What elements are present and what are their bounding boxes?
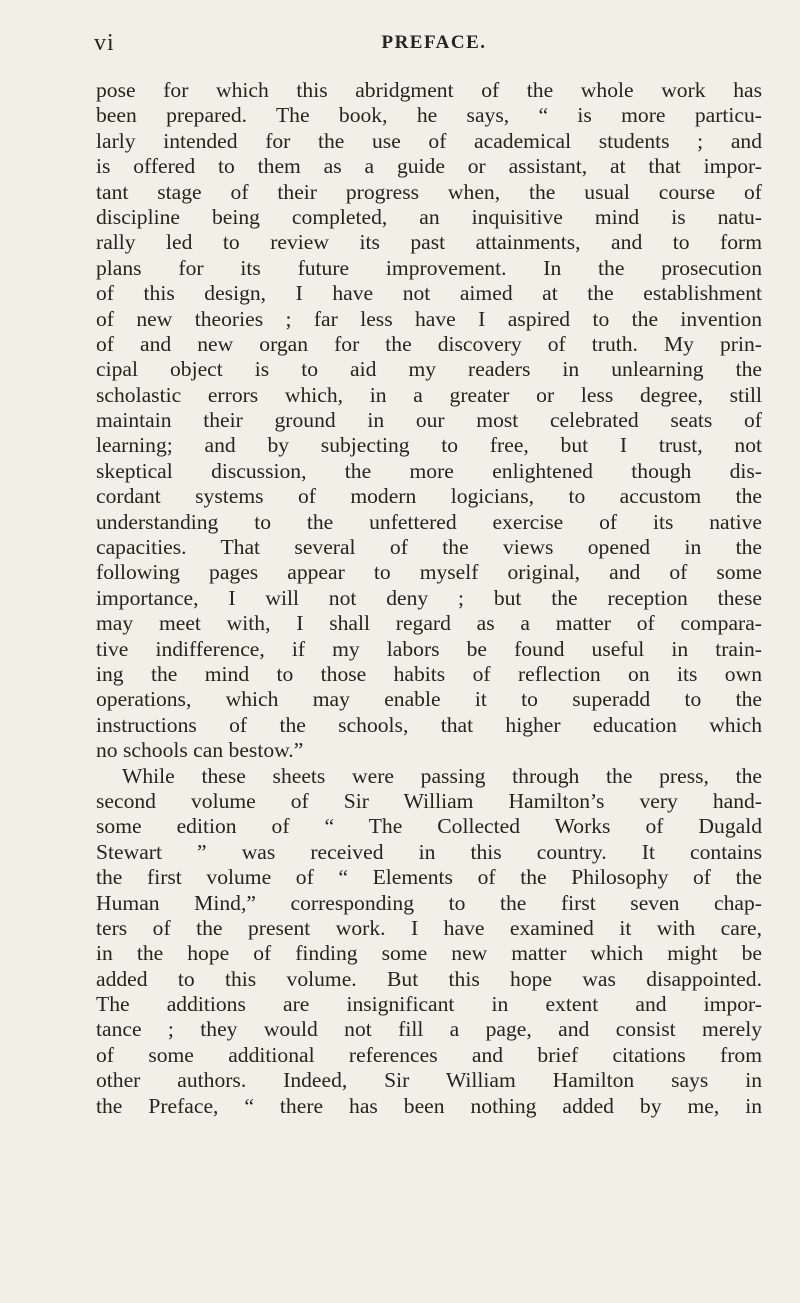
text-line: of some additional references and brief citations from — [96, 1042, 762, 1067]
text-line: other authors. Indeed, Sir William Hamilton says in — [96, 1068, 762, 1093]
text-line: maintain their ground in our most celebrated seats of — [96, 408, 762, 433]
text-line: the Preface, “ there has been nothing added by me, in — [96, 1093, 762, 1118]
text-line: Human Mind,” corresponding to the first seven chap- — [96, 890, 762, 915]
text-line: instructions of the schools, that higher education which — [96, 712, 762, 737]
text-line: scholastic errors which, in a greater or less degree, still — [96, 382, 762, 407]
text-line: pose for which this abridgment of the whole work has — [96, 78, 762, 102]
text-line: may meet with, I shall regard as a matter of compara- — [96, 611, 762, 636]
text-line: tant stage of their progress when, the usual course of — [96, 179, 762, 204]
text-line: importance, I will not deny ; but the reception these — [96, 585, 762, 610]
text-line: of new theories ; far less have I aspired to the invention — [96, 306, 762, 331]
text-line: discipline being completed, an inquisitive mind is natu- — [96, 204, 762, 229]
text-line: some edition of “ The Collected Works of Dugald — [96, 814, 762, 839]
text-line: ters of the present work. I have examined it with care, — [96, 915, 762, 940]
text-line: larly intended for the use of academical students ; and — [96, 128, 762, 153]
page-number: vi — [94, 30, 115, 56]
text-line: cipal object is to aid my readers in unlearning the — [96, 357, 762, 382]
text-line: of this design, I have not aimed at the establishment — [96, 281, 762, 306]
text-line: learning; and by subjecting to free, but I trust, not — [96, 433, 762, 458]
text-line: the first volume of “ Elements of the Philosophy of the — [96, 865, 762, 890]
text-line: tive indifference, if my labors be found useful in train- — [96, 636, 762, 661]
body-text — [96, 78, 762, 1119]
running-title: PREFACE. — [381, 32, 487, 53]
text-line: rally led to review its past attainments, and to form — [96, 230, 762, 255]
text-line: The additions are insignificant in extent and impor- — [96, 992, 762, 1017]
text-line: in the hope of finding some new matter which might be — [96, 941, 762, 966]
text-line: operations, which may enable it to superadd to the — [96, 687, 762, 712]
text-line: is offered to them as a guide or assistant, at that impor- — [96, 154, 762, 179]
text-line: tance ; they would not fill a page, and consist merely — [96, 1017, 762, 1042]
text-line: following pages appear to myself original, and of some — [96, 560, 762, 585]
running-head — [94, 30, 774, 60]
text-line: no schools can bestow.” — [96, 738, 304, 763]
text-line: cordant systems of modern logicians, to accustom the — [96, 484, 762, 509]
text-line: skeptical discussion, the more enlightened though dis- — [96, 458, 762, 483]
text-line: While these sheets were passing through the press, the — [122, 763, 762, 788]
text-line: ing the mind to those habits of reflection on its own — [96, 661, 762, 686]
text-line: added to this volume. But this hope was disappointed. — [96, 966, 762, 991]
text-line: capacities. That several of the views opened in the — [96, 535, 762, 560]
text-line: been prepared. The book, he says, “ is more particu- — [96, 103, 762, 128]
text-line: of and new organ for the discovery of truth. My prin- — [96, 331, 762, 356]
text-line: plans for its future improvement. In the prosecution — [96, 255, 762, 280]
text-line: Stewart ” was received in this country. It contains — [96, 839, 762, 864]
text-line: understanding to the unfettered exercise of its native — [96, 509, 762, 534]
text-line: second volume of Sir William Hamilton’s very hand- — [96, 788, 762, 813]
